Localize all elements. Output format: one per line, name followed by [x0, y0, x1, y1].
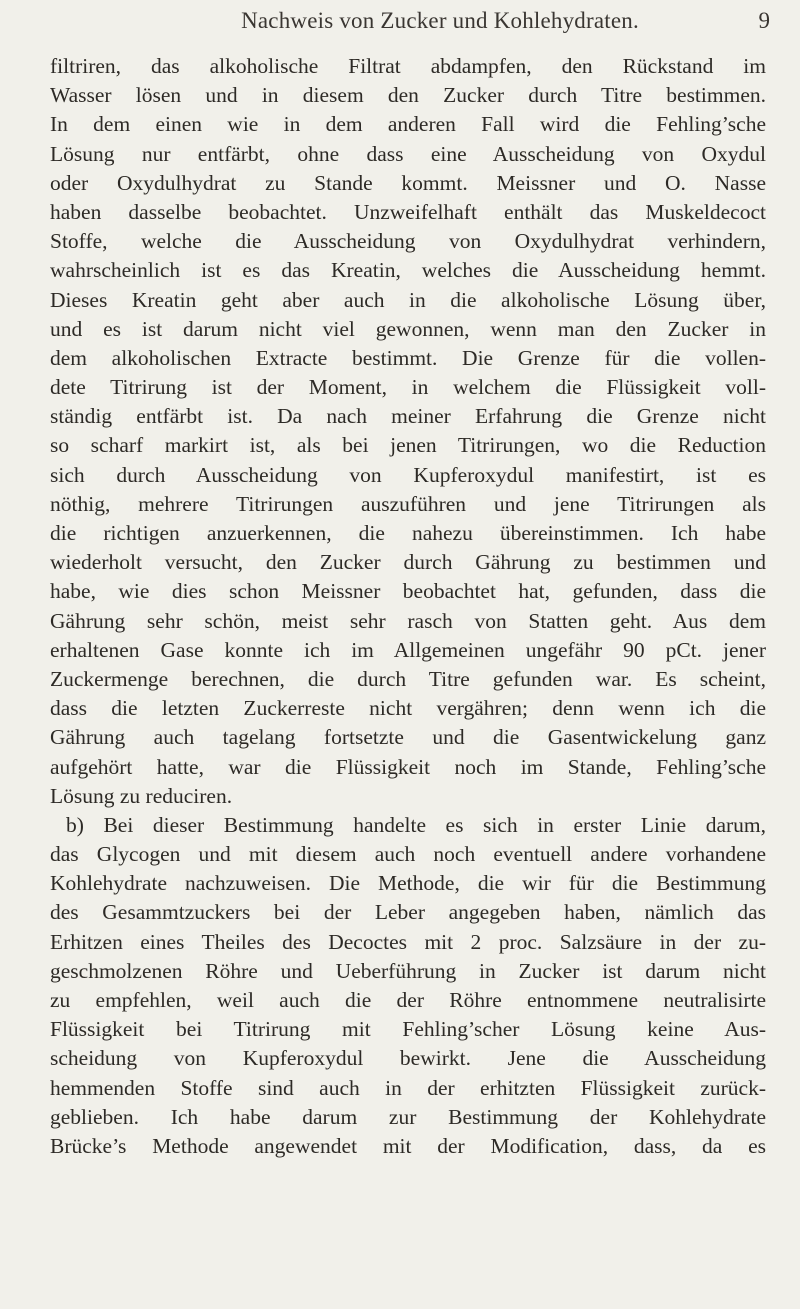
text-line: wahrscheinlich ist es das Kreatin, welches die Ausscheidung hemmt.: [50, 258, 766, 283]
text-line: ständig entfärbt ist. Da nach meiner Erfahrung die Grenze nicht: [50, 404, 766, 429]
text-line: nöthig, mehrere Titrirungen auszuführen und jene Titrirungen als: [50, 491, 766, 516]
text-line: Zuckermenge berechnen, die durch Titre gefunden war. Es scheint,: [50, 666, 766, 691]
text-line: dass die letzten Zuckerreste nicht vergähren; denn wenn ich die: [50, 696, 766, 721]
text-line: oder Oxydulhydrat zu Stande kommt. Meissner und O. Nasse: [50, 170, 766, 195]
text-line: Lösung nur entfärbt, ohne dass eine Ausscheidung von Oxydul: [50, 141, 766, 166]
text-line: geblieben. Ich habe darum zur Bestimmung der Kohlehydrate: [50, 1104, 766, 1129]
page-header-title: Nachweis von Zucker und Kohlehydraten.: [241, 8, 639, 33]
text-line: das Glycogen und mit diesem auch noch eventuell andere vorhandene: [50, 842, 766, 867]
text-line: zu empfehlen, weil auch die der Röhre entnommene neutralisirte: [50, 988, 766, 1012]
body-text: [50, 52, 766, 1161]
text-line: geschmolzenen Röhre und Ueberführung in Zucker ist darum nicht: [50, 958, 766, 983]
text-line: erhaltenen Gase konnte ich im Allgemeinen ungefähr 90 pCt. jener: [50, 637, 766, 662]
text-line: Erhitzen eines Theiles des Decoctes mit 2 proc. Salzsäure in der zu-: [50, 929, 766, 954]
page-number: 9: [758, 8, 770, 33]
text-line: Flüssigkeit bei Titrirung mit Fehling’scher Lösung keine Aus-: [50, 1017, 766, 1042]
text-line: Dieses Kreatin geht aber auch in die alkoholische Lösung über,: [50, 287, 766, 312]
text-line: und es ist darum nicht viel gewonnen, wenn man den Zucker in: [50, 316, 766, 341]
text-line: dem alkoholischen Extracte bestimmt. Die Grenze für die vollen-: [50, 345, 766, 370]
text-line: dete Titrirung ist der Moment, in welchem die Flüssigkeit voll-: [50, 375, 766, 400]
text-line: Brücke’s Methode angewendet mit der Modification, dass, da es: [50, 1133, 766, 1158]
running-head: [140, 8, 770, 42]
text-line: sich durch Ausscheidung von Kupferoxydul manifestirt, ist es: [50, 462, 766, 487]
text-line: Wasser lösen und in diesem den Zucker durch Titre bestimmen.: [50, 83, 766, 108]
paragraph-start-line: b) Bei dieser Bestimmung handelte es sich in erster Linie darum,: [66, 812, 766, 837]
text-line: filtriren, das alkoholische Filtrat abdampfen, den Rückstand im: [50, 54, 766, 78]
text-line: aufgehört hatte, war die Flüssigkeit noch im Stande, Fehling’sche: [50, 754, 766, 779]
text-line: wiederholt versucht, den Zucker durch Gährung zu bestimmen und: [50, 550, 766, 575]
text-line: des Gesammtzuckers bei der Leber angegeben haben, nämlich das: [50, 900, 766, 925]
text-line: Gährung sehr schön, meist sehr rasch von Statten geht. Aus dem: [50, 608, 766, 633]
text-line: Gährung auch tagelang fortsetzte und die Gasentwickelung ganz: [50, 725, 766, 750]
text-line: habe, wie dies schon Meissner beobachtet hat, gefunden, dass die: [50, 579, 766, 604]
text-line: scheidung von Kupferoxydul bewirkt. Jene die Ausscheidung: [50, 1046, 766, 1071]
text-line: In dem einen wie in dem anderen Fall wird die Fehling’sche: [50, 112, 766, 137]
text-line: hemmenden Stoffe sind auch in der erhitzten Flüssigkeit zurück-: [50, 1075, 766, 1100]
text-line: haben dasselbe beobachtet. Unzweifelhaft enthält das Muskeldecoct: [50, 199, 766, 224]
text-line: Kohlehydrate nachzuweisen. Die Methode, die wir für die Bestimmung: [50, 871, 766, 896]
text-line: so scharf markirt ist, als bei jenen Titrirungen, wo die Reduction: [50, 433, 766, 458]
paragraph-end-line: Lösung zu reduciren.: [50, 783, 233, 808]
text-line: Stoffe, welche die Ausscheidung von Oxydulhydrat verhindern,: [50, 229, 766, 254]
text-line: die richtigen anzuerkennen, die nahezu übereinstimmen. Ich habe: [50, 521, 766, 545]
